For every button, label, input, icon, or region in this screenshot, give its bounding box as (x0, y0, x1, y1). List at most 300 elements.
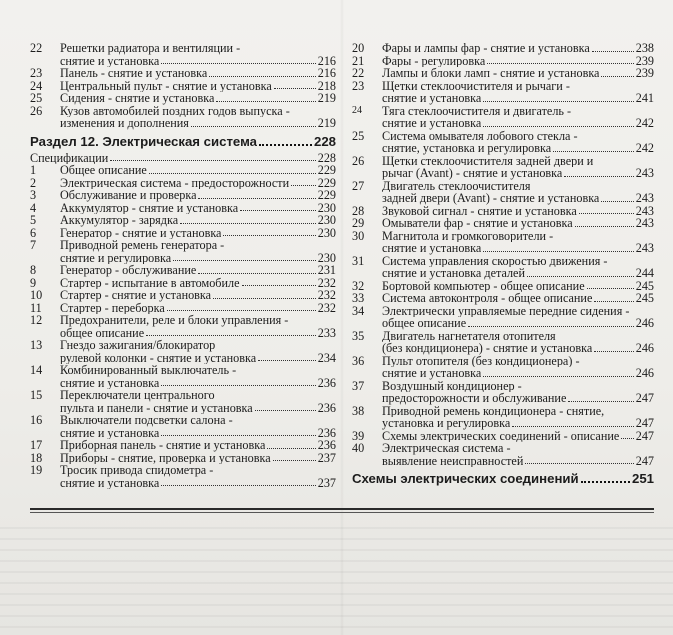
toc-entry-text (60, 42, 336, 67)
toc-entry-line: снятие и регулировка (60, 251, 172, 264)
toc-page-number: 237 (317, 450, 336, 465)
toc-entry-text (382, 430, 654, 443)
toc-entry (30, 314, 336, 339)
toc-entry-line: Стартер - переборка (60, 301, 165, 314)
section-title: Схемы электрических соединений (352, 471, 579, 486)
toc-page-number: 239 (635, 66, 654, 80)
toc-page-number: 243 (635, 191, 654, 205)
toc-page-number: 237 (317, 475, 336, 490)
toc-entry-number: 3 (30, 188, 37, 202)
toc-page-number: 244 (635, 266, 654, 280)
toc-entry-line: Схемы электрических соединений - описание (382, 429, 620, 442)
toc-entry-line: Тяга стеклоочистителя и двигатель - (382, 104, 572, 117)
toc-entry-number: 33 (352, 291, 365, 305)
dot-leader (258, 358, 316, 361)
toc-entry-text (60, 364, 336, 389)
toc-entry-number: 34 (352, 303, 365, 318)
toc-entry-number: 15 (30, 388, 43, 402)
toc-entry (30, 239, 336, 264)
toc-entry-text (382, 330, 654, 355)
toc-entry-text (382, 355, 654, 380)
dot-leader (149, 171, 316, 174)
toc-page-number: 246 (635, 316, 654, 330)
toc-entry-text (60, 227, 336, 240)
toc-entry (352, 55, 654, 68)
dot-leader (259, 142, 312, 146)
toc-entry (30, 464, 336, 489)
toc-entry (352, 67, 654, 80)
toc-page-number: 243 (635, 166, 654, 180)
toc-entry (30, 289, 336, 302)
toc-entry (352, 105, 654, 130)
toc-entry (30, 80, 336, 93)
toc-entry-line: снятие, установка и регулировка (382, 142, 552, 155)
toc-entry-text (382, 442, 654, 467)
toc-entry-line: Выключатели подсветки салона - (60, 414, 233, 427)
dot-leader (621, 436, 633, 439)
toc-entry-text (60, 177, 336, 190)
toc-entry-line: Центральный пульт - снятие и установка (60, 79, 272, 92)
toc-entry-number: 13 (30, 338, 43, 352)
toc-entry-number: 12 (30, 313, 43, 327)
toc-entry-line: Приводной ремень кондиционера - снятие, (382, 404, 605, 417)
toc-entry-number: 37 (352, 378, 365, 393)
toc-page-number: 247 (635, 391, 654, 405)
dot-leader (291, 183, 316, 186)
toc-entry-number: 20 (352, 41, 365, 55)
toc-page-number: 218 (317, 78, 336, 93)
dot-leader (512, 424, 633, 427)
section-page-number: 251 (631, 471, 654, 486)
toc-entry-line: выявление неисправностей (382, 454, 524, 467)
toc-page-number: 229 (317, 175, 336, 190)
toc-entry (30, 339, 336, 364)
toc-entry-number: 22 (30, 41, 43, 55)
toc-entry-line: снятие и установка (382, 117, 482, 130)
toc-page-number: 247 (635, 453, 654, 468)
toc-entry (352, 80, 654, 105)
toc-page-number: 243 (635, 203, 654, 218)
toc-page-number: 229 (317, 163, 336, 177)
toc-entry-line: снятие и установка (60, 54, 160, 67)
page-divider-rule (30, 508, 654, 510)
dot-leader (579, 211, 634, 214)
toc-entry-line: Приборная панель - снятие и установка (60, 439, 266, 452)
dot-leader (273, 458, 316, 461)
toc-entry (30, 42, 336, 67)
toc-entry-line: Стартер - испытание в автомобиле (60, 276, 240, 289)
toc-entry-number: 27 (352, 178, 365, 193)
toc-entry-line: Щетки стеклоочистителя задней двери и (382, 154, 594, 167)
toc-entry (352, 205, 654, 218)
toc-entry (30, 164, 336, 177)
toc-page-number: 236 (317, 400, 336, 415)
toc-left-column (30, 42, 336, 489)
toc-entry-line: Фары - регулировка (382, 54, 486, 67)
toc-entry (352, 42, 654, 55)
toc-entry-line: Электрическая система - (382, 442, 511, 455)
toc-entry-number: 31 (352, 253, 365, 268)
toc-entry (352, 292, 654, 305)
toc-entry (30, 452, 336, 465)
toc-entry-number: 38 (352, 403, 365, 418)
toc-entry-line: Предохранители, реле и блоки управления - (60, 314, 289, 327)
toc-entry (30, 414, 336, 439)
dot-leader (161, 383, 315, 386)
dot-leader (575, 224, 634, 227)
toc-entry-line: Генератор - обслуживание (60, 264, 197, 277)
toc-entry-text (60, 164, 336, 177)
section-title: Раздел 12. Электрическая система (30, 133, 257, 149)
toc-entry (352, 380, 654, 405)
toc-entry-line: снятие и установка (60, 426, 160, 439)
toc-entry-text (60, 302, 336, 315)
toc-entry-line: Обслуживание и проверка (60, 189, 197, 202)
toc-entry-number: 10 (30, 288, 43, 302)
toc-entry (30, 189, 336, 202)
toc-right-column (352, 42, 654, 489)
toc-entry-number: 25 (30, 91, 43, 105)
toc-page-number: 231 (317, 263, 336, 277)
toc-page-number: 216 (317, 66, 336, 80)
toc-entry-line: Генератор - снятие и установка (60, 226, 222, 239)
toc-entry (352, 180, 654, 205)
toc-entry-text (60, 202, 336, 215)
toc-entry-number: 8 (30, 263, 37, 277)
toc-entry-text (60, 80, 336, 93)
toc-entry-text (60, 67, 336, 80)
dot-leader (483, 99, 633, 102)
toc-entry-text (382, 155, 654, 180)
toc-entry-number: 35 (352, 328, 365, 343)
toc-page-number: 238 (635, 41, 654, 55)
toc-entry-text (382, 180, 654, 205)
toc-entry (30, 227, 336, 240)
dot-leader (594, 349, 633, 352)
toc-entry-line: Двигатель стеклоочистителя (382, 179, 531, 192)
toc-entry-text (60, 264, 336, 277)
toc-entry-number: 24 (30, 78, 43, 93)
toc-entry-number: 19 (30, 463, 43, 477)
toc-entry-text (382, 292, 654, 305)
toc-entry (352, 130, 654, 155)
toc-entry-line: задней двери (Avant) - снятие и установка (382, 192, 600, 205)
dot-leader (110, 158, 315, 161)
toc-entry-text (60, 439, 336, 452)
toc-entry-line: общее описание (60, 326, 145, 339)
toc-entry-line: Решетки радиатора и вентиляции - (60, 42, 241, 55)
toc-entry-text (60, 414, 336, 439)
toc-entry (30, 105, 336, 130)
toc-entry (30, 177, 336, 190)
toc-entry-number: 25 (352, 128, 365, 143)
toc-entry-line: Приводной ремень генератора - (60, 239, 225, 252)
toc-entry (352, 230, 654, 255)
toc-entry-line: Приборы - снятие, проверка и установка (60, 451, 271, 464)
dot-leader (487, 61, 633, 64)
toc-entry (352, 430, 654, 443)
toc-page-number: 232 (317, 300, 336, 315)
toc-entry-number: 9 (30, 275, 37, 290)
toc-entry-line: Переключатели центрального (60, 389, 215, 402)
section-heading (30, 134, 336, 149)
toc-page-number: 243 (635, 216, 654, 230)
toc-page-number: 245 (635, 291, 654, 305)
toc-entry-number: 23 (352, 78, 365, 93)
toc-entry-text (60, 314, 336, 339)
toc-entry-text (382, 280, 654, 293)
toc-entry-number: 21 (352, 53, 365, 68)
toc-page-number: 241 (635, 91, 654, 105)
toc-entry-number: 26 (30, 103, 43, 118)
toc-entry-line: Лампы и блоки ламп - снятие и установка (382, 67, 600, 80)
dot-leader (191, 124, 316, 127)
toc-entry-number: 24 (352, 104, 362, 116)
toc-entry-number: 18 (30, 450, 43, 465)
toc-entry-line: пульта и панели - снятие и установка (60, 401, 253, 414)
dot-leader (587, 286, 634, 289)
toc-entry-number: 40 (352, 441, 365, 455)
toc-entry-line: Бортовой компьютер - общее описание (382, 279, 585, 292)
toc-page-number: 229 (317, 188, 336, 202)
dot-leader (601, 199, 633, 202)
toc-page-number: 236 (317, 375, 336, 390)
toc-page-number: 234 (317, 350, 336, 365)
toc-entry-line: Стартер - снятие и установка (60, 289, 212, 302)
bleed-through-text (0, 518, 673, 635)
toc-page-number: 219 (317, 91, 336, 105)
toc-page-number: 245 (635, 278, 654, 293)
toc-entry (352, 255, 654, 280)
toc-entry-line: (без кондиционера) - снятие и установка (382, 342, 593, 355)
toc-entry-number: 7 (30, 238, 37, 252)
toc-entry-text (382, 217, 654, 230)
toc-entry-line: Аккумулятор - зарядка (60, 214, 179, 227)
toc-entry-text (382, 380, 654, 405)
toc-entry-number: 29 (352, 216, 365, 230)
dot-leader (209, 74, 315, 77)
toc-page-number: 230 (317, 250, 336, 265)
toc-entry-text (60, 277, 336, 290)
toc-entry (352, 280, 654, 293)
dot-leader (198, 271, 315, 274)
toc-page-number: 228 (317, 150, 336, 165)
toc-entry-line: Пульт отопителя (без кондиционера) - (382, 354, 580, 367)
toc-entry (30, 439, 336, 452)
toc-page-number: 230 (317, 213, 336, 227)
toc-page-number: 230 (317, 225, 336, 240)
toc-entry-text (382, 67, 654, 80)
toc-entry (30, 152, 336, 165)
dot-leader (564, 174, 633, 177)
toc-entry-line: Спецификации (30, 151, 109, 164)
toc-entry-line: снятие и установка (60, 476, 160, 489)
dot-leader (274, 86, 316, 89)
dot-leader (198, 196, 315, 199)
toc-entry-line: Гнездо зажигания/блокиратор (60, 339, 216, 352)
toc-entry-line: рычаг (Avant) - снятие и установка (382, 167, 563, 180)
toc-page-number: 243 (635, 241, 654, 255)
toc-entry (352, 442, 654, 467)
toc-entry-line: Кузов автомобилей поздних годов выпуска - (60, 104, 290, 117)
toc-entry-text (382, 230, 654, 255)
toc-entry-line: Сидения - снятие и установка (60, 92, 215, 105)
toc-entry-line: снятие и установка (382, 242, 482, 255)
dot-leader (525, 461, 633, 464)
toc-entry-number: 23 (30, 66, 43, 80)
toc-entry (30, 202, 336, 215)
toc-entry (30, 92, 336, 105)
dot-leader (161, 483, 315, 486)
dot-leader (527, 274, 634, 277)
section-page-number: 228 (313, 133, 336, 149)
toc-entry-line: Система управления скоростью движения - (382, 254, 608, 267)
toc-entry-line: Панель - снятие и установка (60, 67, 208, 80)
toc-entry-number: 22 (352, 66, 365, 80)
toc-page-number: 247 (635, 428, 654, 443)
toc-entry-line: изменения и дополнения (60, 117, 189, 130)
toc-entry-number: 6 (30, 225, 37, 240)
toc-entry-text (60, 92, 336, 105)
toc-entry-line: установка и регулировка (382, 417, 511, 430)
toc-page-number: 232 (317, 275, 336, 290)
toc-entry (30, 264, 336, 277)
toc-entry-text (382, 105, 654, 130)
toc-entry-line: рулевой колонки - снятие и установка (60, 351, 257, 364)
toc-entry-text (60, 105, 336, 130)
toc-entry-text (382, 405, 654, 430)
toc-entry (30, 389, 336, 414)
dot-leader (167, 308, 316, 311)
toc-entry-line: Комбинированный выключатель - (60, 364, 237, 377)
dot-leader (267, 446, 315, 449)
toc-entry-number: 26 (352, 153, 365, 168)
toc-entry-line: Общее описание (60, 164, 147, 177)
toc-page-number: 242 (635, 116, 654, 130)
dot-leader (240, 208, 316, 211)
dot-leader (161, 61, 315, 64)
toc-entry-line: Воздушный кондиционер - (382, 379, 522, 392)
toc-entry (30, 277, 336, 290)
dot-leader (255, 408, 316, 411)
dot-leader (146, 333, 316, 336)
dot-leader (173, 258, 316, 261)
toc-entry-number: 2 (30, 175, 37, 190)
toc-entry-number: 17 (30, 438, 43, 452)
page-divider-rule-thin (30, 512, 654, 513)
toc-entry (352, 217, 654, 230)
toc-entry-text (60, 389, 336, 414)
toc-entry-line: снятие и установка (382, 367, 482, 380)
dot-leader (223, 233, 315, 236)
toc-entry (30, 302, 336, 315)
toc-page-number: 230 (317, 200, 336, 215)
toc-entry-text (382, 130, 654, 155)
toc-entry-text (60, 339, 336, 364)
toc-entry (352, 355, 654, 380)
toc-entry-number: 14 (30, 363, 43, 377)
toc-entry-number: 30 (352, 228, 365, 243)
toc-page-number: 216 (317, 53, 336, 68)
dot-leader (213, 296, 316, 299)
toc-entry-line: Звуковой сигнал - снятие и установка (382, 204, 577, 217)
toc-entry-text (60, 464, 336, 489)
toc-page-number: 233 (317, 325, 336, 340)
toc-entry-line: Двигатель нагнетателя отопителя (382, 329, 556, 342)
toc-page-number: 239 (635, 53, 654, 68)
toc-entry (30, 67, 336, 80)
dot-leader (483, 374, 633, 377)
toc-page-number: 242 (635, 141, 654, 155)
toc-entry (352, 155, 654, 180)
toc-entry-line: Система автоконтроля - общее описание (382, 292, 593, 305)
section-heading (352, 471, 654, 486)
dot-leader (242, 283, 316, 286)
toc-entry-line: Омыватели фар - снятие и установка (382, 217, 573, 230)
toc-entry-text (382, 205, 654, 218)
dot-leader (468, 324, 634, 327)
toc-entry-number: 4 (30, 200, 37, 215)
toc-entry-text (60, 452, 336, 465)
toc-entry-text (60, 289, 336, 302)
toc-entry-line: Электрическая система - предосторожности (60, 176, 290, 189)
toc-entry-number: 32 (352, 278, 365, 293)
toc-entry (352, 330, 654, 355)
toc-page-number: 232 (317, 288, 336, 302)
toc-entry-text (60, 189, 336, 202)
dot-leader (483, 249, 633, 252)
toc-entry-text (382, 255, 654, 280)
toc-entry-number: 5 (30, 213, 37, 227)
toc-page-number: 246 (635, 341, 654, 355)
dot-leader (216, 99, 315, 102)
toc-entry-line: предосторожности и обслуживание (382, 392, 567, 405)
toc-entry-text (382, 42, 654, 55)
toc-entry (352, 305, 654, 330)
toc-page-number: 236 (317, 425, 336, 440)
toc-entry-text (60, 214, 336, 227)
dot-leader (483, 124, 633, 127)
toc-page-number: 247 (635, 416, 654, 430)
toc-entry-line: Магнитола и громкоговорители - (382, 229, 554, 242)
toc-entry-text (382, 305, 654, 330)
toc-entry-line: Щетки стеклоочистителя и рычаги - (382, 79, 570, 92)
toc-entry (30, 214, 336, 227)
toc-page-number: 236 (317, 438, 336, 452)
dot-leader (594, 299, 633, 302)
dot-leader (601, 74, 633, 77)
toc-entry-line: Электрически управляемые передние сидения - (382, 304, 630, 317)
toc-entry (30, 364, 336, 389)
toc-entry-line: общее описание (382, 317, 467, 330)
toc-entry-line: Тросик привода спидометра - (60, 464, 214, 477)
toc-entry-text (60, 239, 336, 264)
toc-entry-line: снятие и установка деталей (382, 267, 525, 280)
toc-entry (352, 405, 654, 430)
toc-entry-number: 16 (30, 413, 43, 427)
dot-leader (581, 479, 630, 483)
dot-leader (592, 49, 634, 52)
toc-page-number: 246 (635, 366, 654, 380)
toc-entry-line: Фары и лампы фар - снятие и установка (382, 42, 590, 55)
dot-leader (180, 221, 316, 224)
toc-entry-number: 28 (352, 203, 365, 218)
toc-entry-text (30, 152, 336, 165)
dot-leader (553, 149, 634, 152)
toc-entry-text (382, 80, 654, 105)
toc-entry-line: снятие и установка (60, 376, 160, 389)
toc-entry-line: Аккумулятор - снятие и установка (60, 201, 239, 214)
